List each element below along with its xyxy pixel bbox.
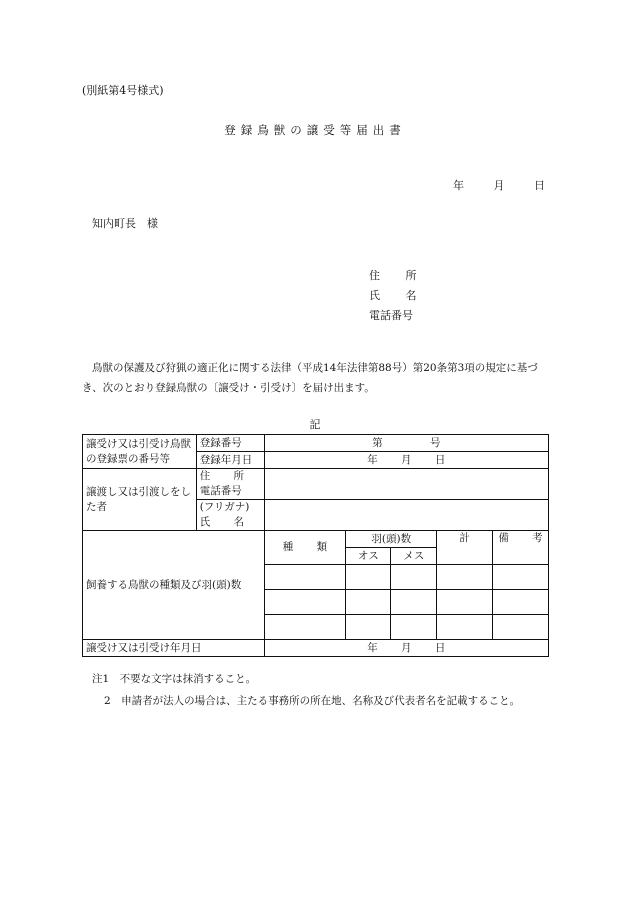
- col-total-header: 計: [437, 531, 493, 565]
- note-1: 注1 不要な文字は抹消すること。: [92, 673, 257, 685]
- date-line: 年 月 日: [453, 179, 545, 192]
- form-table: [82, 434, 549, 657]
- transferor-address-field[interactable]: [264, 469, 548, 500]
- table-row: [83, 435, 549, 452]
- species-cell[interactable]: [264, 565, 346, 590]
- total-cell[interactable]: [437, 615, 493, 640]
- form-number: (別紙第4号様式): [82, 84, 164, 97]
- remarks-cell[interactable]: [493, 565, 549, 590]
- body-text: 鳥獣の保護及び狩猟の適正化に関する法律（平成14年法律第88号）第20条第3項の規定に基づき、次のとおり登録鳥獣の〔譲受け・引受け〕を届け出ます。: [82, 362, 538, 394]
- transferor-name-field[interactable]: [264, 500, 548, 531]
- species-cell[interactable]: [264, 615, 346, 640]
- transferor-name-labels: [196, 500, 264, 531]
- male-cell[interactable]: [346, 590, 391, 615]
- document-title: 登録鳥獣の譲受等届出書: [224, 123, 406, 137]
- transferor-address-phone-labels: [196, 469, 264, 500]
- male-cell[interactable]: [346, 615, 391, 640]
- note-2: 2 申請者が法人の場合は、主たる事務所の所在地、名称及び代表者名を記載すること。: [104, 695, 521, 707]
- col-species-header: 種 類: [264, 531, 346, 565]
- reg-date-value[interactable]: 年 月 日: [264, 452, 548, 469]
- remarks-cell[interactable]: [493, 615, 549, 640]
- col-count-header: 羽(頭)数: [346, 531, 437, 548]
- transferor-address-label: 住 所: [199, 470, 245, 482]
- table-row: [83, 531, 549, 548]
- species-cell[interactable]: [264, 590, 346, 615]
- transferor-name-label: 氏 名: [199, 516, 245, 528]
- col-remarks-header: 備 考: [493, 531, 549, 565]
- table-row: [83, 469, 549, 500]
- table-row: [83, 640, 549, 657]
- female-cell[interactable]: [391, 590, 437, 615]
- male-cell[interactable]: [346, 565, 391, 590]
- reg-number-label: 登録番号: [196, 435, 264, 452]
- receipt-date-value[interactable]: 年 月 日: [264, 640, 548, 657]
- notes: [92, 668, 520, 712]
- transferor-phone-label: 電話番号: [199, 485, 242, 497]
- female-cell[interactable]: [391, 615, 437, 640]
- addressee: 知内町長 様: [92, 217, 158, 230]
- species-section-label: 飼養する鳥獣の種類及び羽(頭)数: [83, 531, 265, 640]
- female-cell[interactable]: [391, 565, 437, 590]
- registration-section-label: 譲受け又は引受け鳥獣の登録票の番号等: [83, 435, 197, 469]
- reg-date-label: 登録年月日: [196, 452, 264, 469]
- applicant-phone-label: 電話番号: [369, 309, 413, 322]
- applicant-block: [369, 266, 417, 326]
- applicant-address-label: 住 所: [369, 269, 417, 282]
- applicant-name-label: 氏 名: [369, 289, 417, 302]
- remarks-cell[interactable]: [493, 590, 549, 615]
- reg-number-value[interactable]: 第 号: [264, 435, 548, 452]
- furigana-label: (フリガナ): [199, 501, 250, 513]
- col-male-header: オス: [346, 548, 391, 565]
- col-female-header: メス: [391, 548, 437, 565]
- total-cell[interactable]: [437, 565, 493, 590]
- transferor-label: 譲渡し又は引渡しをした者: [83, 469, 197, 531]
- ki-heading: 記: [309, 418, 321, 431]
- receipt-date-label: 譲受け又は引受け年月日: [83, 640, 265, 657]
- total-cell[interactable]: [437, 590, 493, 615]
